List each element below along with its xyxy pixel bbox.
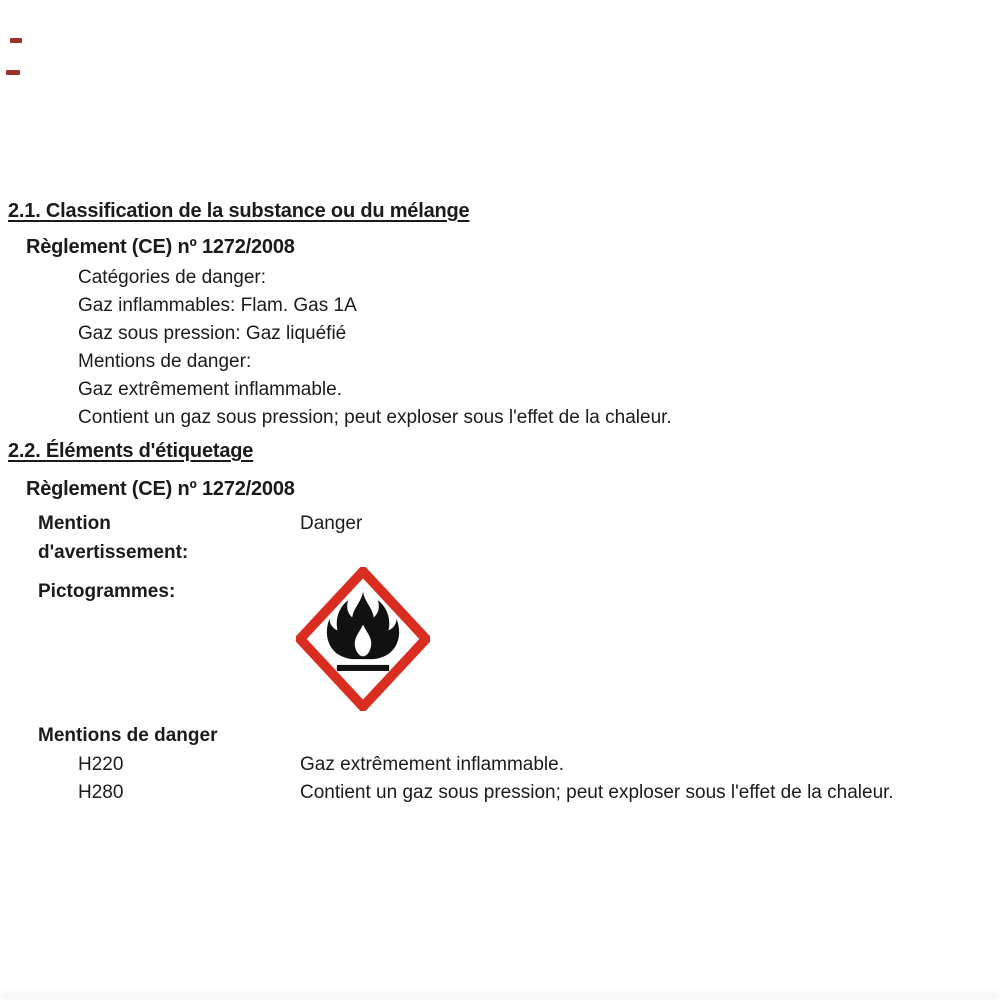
classification-line: Catégories de danger: — [78, 267, 267, 288]
classification-line: Gaz inflammables: Flam. Gas 1A — [78, 295, 357, 316]
regulation-title-2-1: Règlement (CE) nº 1272/2008 — [26, 236, 295, 258]
scan-mark — [10, 38, 22, 43]
hazard-text: Gaz extrêmement inflammable. — [300, 754, 564, 775]
flame-base-bar — [337, 665, 389, 671]
scan-artifact-strip — [0, 991, 1000, 1000]
hazard-code: H220 — [78, 754, 124, 775]
flame-icon — [296, 567, 430, 711]
classification-lines — [78, 264, 672, 432]
section-2-1-heading: 2.1. Classification de la substance ou du mélange — [8, 200, 470, 222]
classification-line: Gaz extrêmement inflammable. — [78, 379, 342, 400]
signal-word-label-line1: Mention — [38, 513, 111, 534]
signal-word-label-line2: d'avertissement: — [38, 542, 189, 563]
ghs-flame-pictogram — [296, 567, 430, 711]
hazard-statements-heading: Mentions de danger — [38, 725, 218, 746]
hazard-code: H280 — [78, 782, 124, 803]
classification-line: Gaz sous pression: Gaz liquéfié — [78, 323, 347, 344]
classification-line: Contient un gaz sous pression; peut exploser sous l'effet de la chaleur. — [78, 407, 672, 428]
hazard-text: Contient un gaz sous pression; peut exploser sous l'effet de la chaleur. — [300, 782, 894, 803]
regulation-title-2-2: Règlement (CE) nº 1272/2008 — [26, 478, 295, 500]
section-2-2-heading: 2.2. Éléments d'étiquetage — [8, 440, 254, 462]
classification-line: Mentions de danger: — [78, 351, 252, 372]
pictograms-label: Pictogrammes: — [38, 581, 176, 602]
signal-word-value: Danger — [300, 513, 363, 534]
scan-mark — [6, 70, 20, 75]
